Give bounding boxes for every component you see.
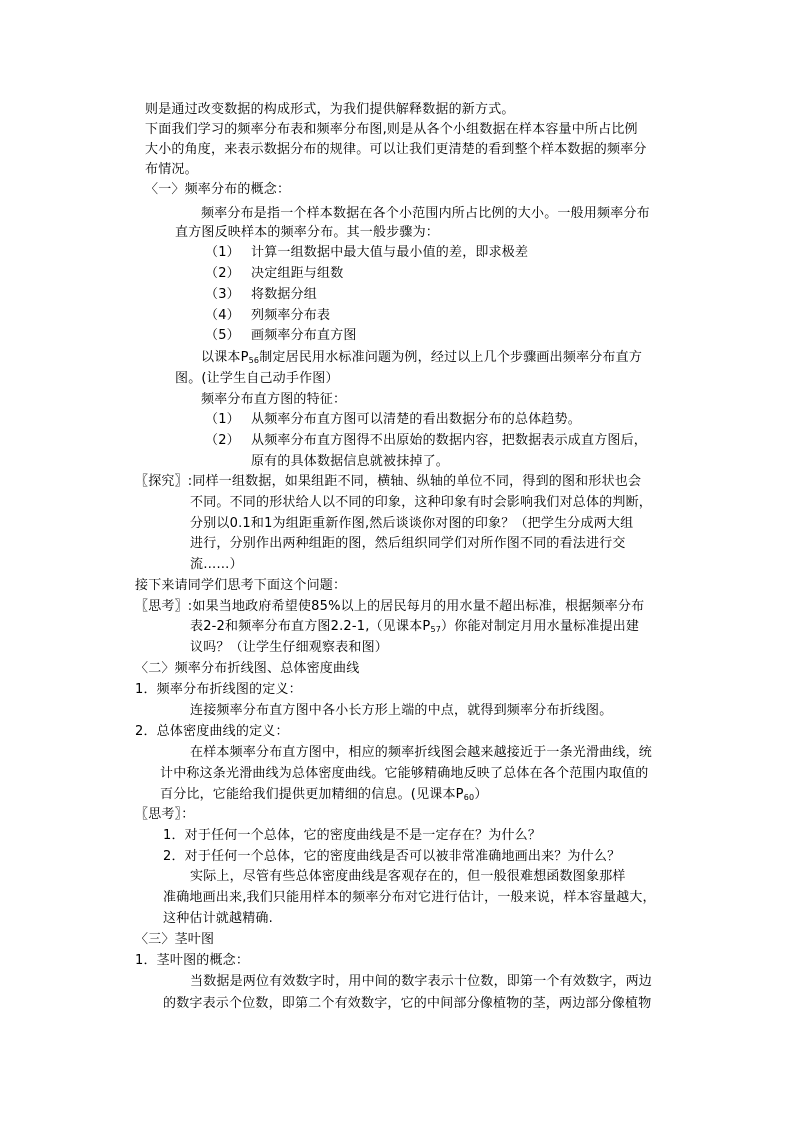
explore-block: 〖探究〗:同样一组数据，如果组距不同，横轴、纵轴的单位不同，得到的图和形状也会 — [135, 474, 642, 489]
list-item: （3） 将数据分组 — [205, 287, 318, 302]
text-line: 百分比，它能给我们提供更加精细的信息。(见课本$P_{60}$） — [160, 787, 488, 802]
subheading: 1．茎叶图的概念： — [135, 953, 250, 968]
list-item: （1） 从频率分布直方图可以清楚的看出数据分布的总体趋势。 — [205, 412, 582, 427]
text-line: 连接频率分布直方图中各小长方形上端的中点，就得到频率分布折线图。 — [190, 703, 613, 718]
list-item: （2） 决定组距与组数 — [205, 266, 344, 281]
question-item: 1．对于任何一个总体，它的密度曲线是不是一定存在？为什么？ — [163, 828, 542, 843]
section-heading: 〈二〉频率分布折线图、总体密度曲线 — [135, 661, 360, 676]
text-line: 原有的具体数据信息就被抹掉了。 — [251, 454, 450, 469]
think-block: 〖思考〗:如果当地政府希望使85%以上的居民每月的用水量不超出标准，根据频率分布 — [135, 599, 645, 614]
text-line: 进行，分别作出两种组距的图，然后组织同学们对所作图不同的看法进行交 — [190, 536, 626, 551]
text-line: 实际上，尽管有些总体密度曲线是客观存在的，但一般很难想函数图象那样 — [190, 869, 626, 884]
section-heading: 〈一〉频率分布的概念： — [145, 182, 291, 197]
list-item: （2） 从频率分布直方图得不出原始的数据内容，把数据表示成直方图后， — [205, 433, 648, 448]
list-item: （4） 列频率分布表 — [205, 308, 331, 323]
text-line: 在样本频率分布直方图中，相应的频率折线图会越来越接近于一条光滑曲线，统 — [190, 745, 653, 760]
think-heading: 〖思考〗： — [135, 807, 195, 822]
section-heading: 〈三〉茎叶图 — [135, 932, 215, 947]
text-line: 直方图反映样本的频率分布。其一般步骤为： — [175, 225, 440, 240]
text-line: 图。(让学生自己动手作图） — [175, 371, 339, 386]
text-line: 计中称这条光滑曲线为总体密度曲线。它能够精确地反映了总体在各个范围内取值的 — [160, 766, 649, 781]
question-item: 2．对于任何一个总体，它的密度曲线是否可以被非常准确地画出来？为什么？ — [163, 849, 621, 864]
text-line: 频率分布直方图的特征： — [201, 392, 347, 407]
list-item: （1） 计算一组数据中最大值与最小值的差，即求极差 — [205, 245, 529, 260]
text-line: 的数字表示个位数，即第二个有效数字，它的中间部分像植物的茎，两边部分像植物 — [163, 996, 652, 1011]
text-line: 议吗？（让学生仔细观察表和图） — [190, 640, 389, 655]
text-line: 布情况。 — [145, 162, 198, 177]
text-line: 当数据是两位有效数字时，用中间的数字表示十位数，即第一个有效数字，两边 — [190, 974, 653, 989]
text-line: 频率分布是指一个样本数据在各个小范围内所占比例的大小。一般用频率分布 — [201, 206, 650, 221]
text-line: 流……） — [190, 557, 243, 572]
text-line: 这种估计就越精确. — [163, 911, 273, 926]
text-line: 大小的角度，来表示数据分布的规律。可以让我们更清楚的看到整个样本数据的频率分 — [145, 142, 647, 157]
subheading: 1．频率分布折线图的定义： — [135, 682, 302, 697]
text-line: 分别以0.1和1为组距重新作图,然后谈谈你对图的印象？（把学生分成两大组 — [190, 516, 634, 531]
text-line: 不同。不同的形状给人以不同的印象，这种印象有时会影响我们对总体的判断， — [190, 495, 653, 510]
text-line: 表2-2和频率分布直方图2.2-1,（见课本$P_{57}$）你能对制定月用水量标准提出建 — [190, 619, 640, 634]
text-line: 接下来请同学们思考下面这个问题： — [135, 578, 347, 593]
list-item: （5） 画频率分布直方图 — [205, 328, 357, 343]
text-line: 准确地画出来,我们只能用样本的频率分布对它进行估计，一般来说，样本容量越大， — [163, 890, 656, 905]
text-line: 下面我们学习的频率分布表和频率分布图,则是从各个小组数据在样本容量中所占比例 — [145, 122, 638, 137]
text-line: 以课本$P_{56}$制定居民用水标准问题为例，经过以上几个步骤画出频率分布直方 — [201, 350, 643, 365]
subheading: 2．总体密度曲线的定义： — [135, 724, 289, 739]
text-line: 则是通过改变数据的构成形式，为我们提供解释数据的新方式。 — [145, 102, 515, 117]
